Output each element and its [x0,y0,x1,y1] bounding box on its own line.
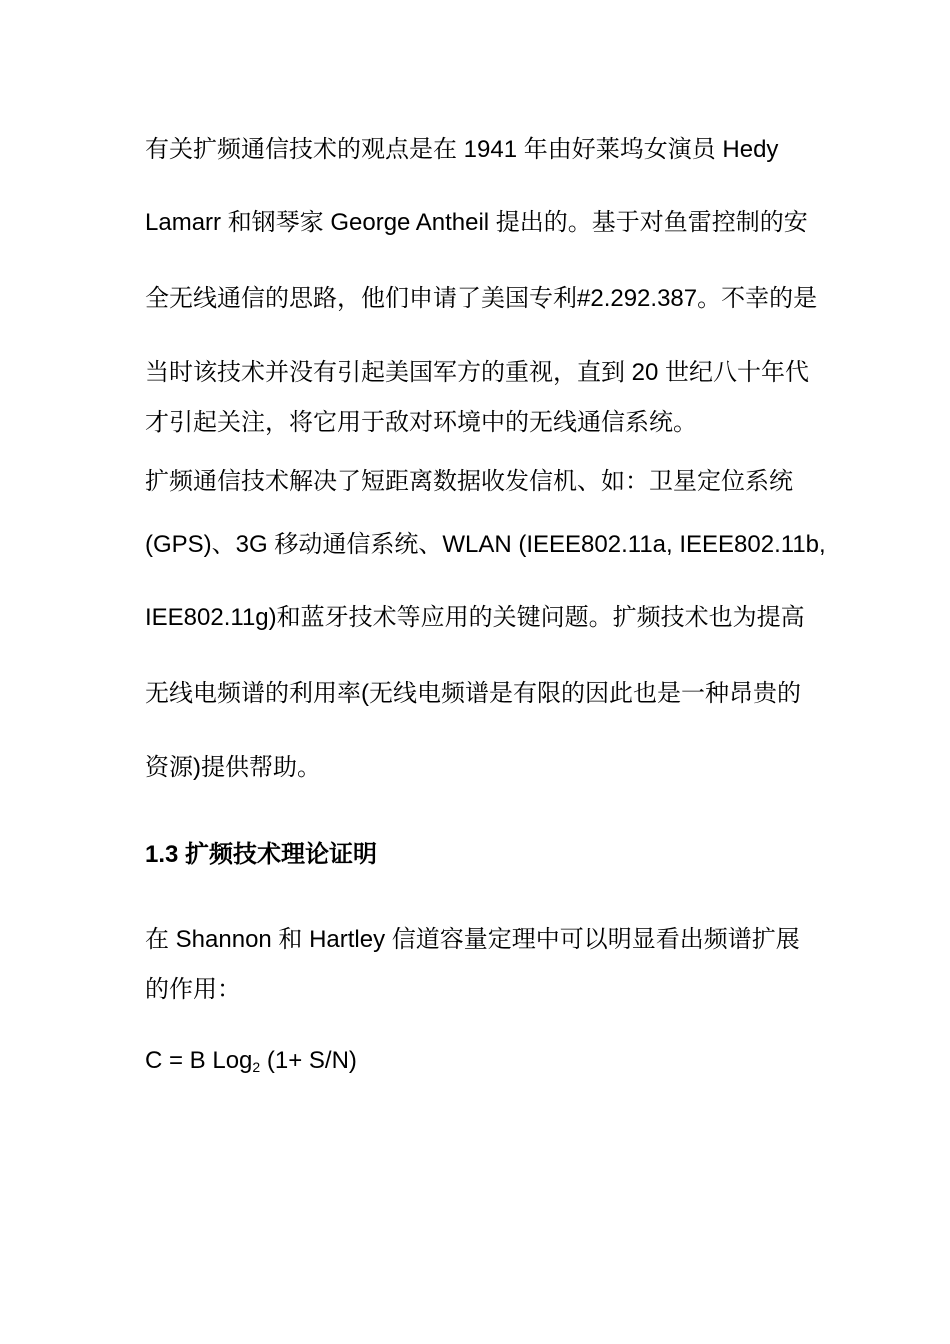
paragraph-2-line-1: 扩频通信技术解决了短距离数据收发信机、如：卫星定位系统 [145,468,793,495]
paragraph-2-line-3: IEE802.11g)和蓝牙技术等应用的关键问题。扩频技术也为提高 [145,604,805,631]
formula-rhs: (1+ S/N) [260,1047,357,1074]
paragraph-1-line-2: Lamarr 和钢琴家 George Antheil 提出的。基于对鱼雷控制的安 [145,209,808,236]
paragraph-3-line-1: 在 Shannon 和 Hartley 信道容量定理中可以明显看出频谱扩展 [145,926,800,953]
paragraph-1-line-5: 才引起关注，将它用于敌对环境中的无线通信系统。 [145,409,697,436]
paragraph-2-line-4: 无线电频谱的利用率(无线电频谱是有限的因此也是一种昂贵的 [145,680,801,707]
paragraph-2-line-5: 资源)提供帮助。 [145,754,321,781]
formula-lhs: C = B Log [145,1047,253,1074]
paragraph-2-line-2: (GPS)、3G 移动通信系统、WLAN (IEEE802.11a, IEEE802.11b, [145,531,826,558]
paragraph-1-line-1: 有关扩频通信技术的观点是在 1941 年由好莱坞女演员 Hedy [145,136,779,163]
paragraph-1-line-3: 全无线通信的思路，他们申请了美国专利#2.292.387。不幸的是 [145,285,818,312]
capacity-formula [145,1046,357,1082]
section-heading: 1.3 扩频技术理论证明 [145,841,378,868]
paragraph-1-line-4: 当时该技术并没有引起美国军方的重视，直到 20 世纪八十年代 [145,359,810,386]
paragraph-3-line-2: 的作用： [145,976,241,1003]
formula-subscript: 2 [252,1059,261,1075]
